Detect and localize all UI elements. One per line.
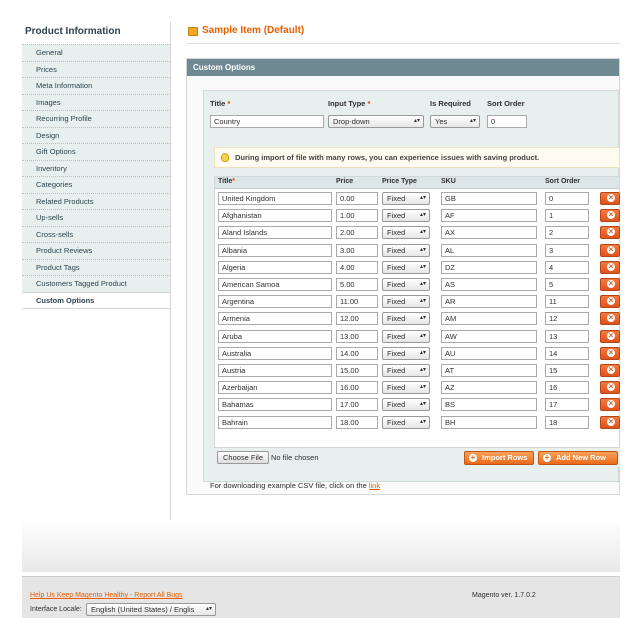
row-title-input[interactable]: Bahrain [218,416,332,429]
row-title-input[interactable]: Armenia [218,312,332,325]
delete-row-button[interactable] [600,364,620,377]
report-bugs-link[interactable]: Help Us Keep Magento Healthy - Report All Bugs [30,592,183,599]
option-title-label: Title * [210,99,231,108]
delete-row-button[interactable] [600,312,620,325]
row-price-input[interactable]: 0.00 [336,192,378,205]
row-price-input[interactable]: 3.00 [336,244,378,257]
column-sort-order: Sort Order [545,178,581,185]
section-header: Custom Options [187,59,619,76]
is-required-select[interactable] [430,115,480,128]
select-arrows-icon: ▴▾ [419,384,426,391]
row-sku-input[interactable]: AF [441,209,537,222]
page-title: Sample Item (Default) [202,25,305,36]
tab-customers-tagged-product[interactable]: Customers Tagged Product [22,275,170,292]
tab-images[interactable]: Images [22,94,170,111]
row-sku-input[interactable]: AZ [441,381,537,394]
row-sku-input[interactable]: AW [441,330,537,343]
notice-text: During import of file with many rows, you can experience issues with saving product. [235,153,540,162]
row-sku-input[interactable]: AS [441,278,537,291]
row-sku-input[interactable]: BH [441,416,537,429]
row-price-type-value: Fixed [387,297,406,307]
tab-list [22,44,170,308]
row-title-input[interactable]: United Kingdom [218,192,332,205]
tab-categories[interactable]: Categories [22,176,170,193]
grid-row [215,242,619,259]
select-arrows-icon: ▴▾ [419,298,426,305]
row-price-input[interactable]: 5.00 [336,278,378,291]
row-price-type-value: Fixed [387,400,406,410]
magento-version: Magento ver. 1.7.0.2 [472,592,536,599]
delete-row-button[interactable] [600,226,620,239]
delete-row-button[interactable] [600,347,620,360]
row-sku-input[interactable]: AR [441,295,537,308]
row-price-type-value: Fixed [387,417,406,427]
sidebar-title: Product Information [25,26,121,37]
grid-footer [214,448,620,467]
select-arrows-icon: ▴▾ [469,118,476,124]
row-price-type-value: Fixed [387,314,406,324]
row-price-type-select[interactable] [382,226,430,239]
row-sort-order-input[interactable]: 0 [545,192,589,205]
row-price-type-select[interactable] [382,330,430,343]
grid-row [215,259,619,276]
sidebar-fill [22,308,170,518]
csv-download-note [210,481,380,490]
tab-related-products[interactable]: Related Products [22,193,170,210]
row-price-type-select[interactable] [382,261,430,274]
delete-row-button[interactable] [600,261,620,274]
row-price-input[interactable]: 14.00 [336,347,378,360]
column-title: Title* [218,178,235,185]
add-new-row-label: Add New Row [556,453,606,462]
row-sku-input[interactable]: AT [441,364,537,377]
row-price-type-value: Fixed [387,262,406,272]
row-title-input[interactable]: Azerbaijan [218,381,332,394]
tab-meta-information[interactable]: Meta Information [22,77,170,94]
grid-row [215,362,619,379]
locale-label: Interface Locale: [30,606,82,613]
row-title-input[interactable]: Algeria [218,261,332,274]
tab-cross-sells[interactable]: Cross-sells [22,226,170,243]
custom-options-fieldset [186,58,620,495]
row-price-input[interactable]: 13.00 [336,330,378,343]
row-sort-order-input[interactable]: 15 [545,364,589,377]
row-price-type-value: Fixed [387,280,406,289]
row-price-type-select[interactable] [382,347,430,360]
option-sort-order-input[interactable]: 0 [487,115,527,128]
row-price-input[interactable]: 2.00 [336,226,378,239]
row-sort-order-input[interactable]: 12 [545,312,589,325]
row-price-type-value: Fixed [387,228,406,238]
row-price-type-value: Fixed [387,194,406,203]
sort-order-label: Sort Order [487,99,525,108]
select-arrows-icon: ▴▾ [419,281,426,287]
row-title-input[interactable]: Aruba [218,330,332,343]
select-arrows-icon: ▴▾ [419,367,426,373]
row-price-type-select[interactable] [382,416,430,429]
tab-custom-options[interactable]: Custom Options [22,292,170,309]
row-price-type-select[interactable] [382,398,430,411]
row-price-input[interactable]: 15.00 [336,364,378,377]
row-title-input[interactable]: Afghanistan [218,209,332,222]
row-title-input[interactable]: Austria [218,364,332,377]
row-sort-order-input[interactable]: 3 [545,244,589,257]
grid-row [215,224,619,241]
grid-row [215,328,619,345]
row-price-input[interactable]: 18.00 [336,416,378,429]
select-arrows-icon: ▴▾ [419,418,426,425]
plus-icon: + [470,453,476,462]
option-title-input[interactable]: Country [210,115,324,128]
select-arrows-icon: ▴▾ [419,315,426,322]
row-sku-input[interactable]: GB [441,192,537,205]
delete-row-button[interactable] [600,278,620,291]
add-new-row-button[interactable] [538,451,618,465]
plus-icon: + [544,453,550,462]
tab-prices[interactable]: Prices [22,61,170,78]
option-values-grid [214,176,620,448]
row-price-type-select[interactable] [382,192,430,205]
tab-inventory[interactable]: Inventory [22,160,170,177]
row-price-input[interactable]: 12.00 [336,312,378,325]
grid-row [215,345,619,362]
csv-download-link[interactable]: link [368,481,381,490]
select-arrows-icon: ▴▾ [419,263,426,270]
row-sku-input[interactable]: AX [441,226,537,239]
grid-row [215,207,619,224]
lightbulb-icon [221,153,229,162]
row-sort-order-input[interactable]: 13 [545,330,589,343]
grid-row [215,293,619,310]
tab-product-tags[interactable]: Product Tags [22,259,170,276]
csv-note-text: For downloading example CSV file, click on the [210,481,367,490]
delete-row-button[interactable] [600,244,620,257]
import-rows-button[interactable] [464,451,534,465]
row-price-type-value: Fixed [387,245,406,255]
row-sort-order-input[interactable]: 14 [545,347,589,360]
row-title-input[interactable]: Argentina [218,295,332,308]
row-price-type-value: Fixed [387,331,406,341]
row-sort-order-input[interactable]: 4 [545,261,589,274]
row-title-input[interactable]: Australia [218,347,332,360]
product-box-icon [188,27,198,36]
row-price-input[interactable]: 16.00 [336,381,378,394]
grid-header [215,177,619,189]
row-price-type-select[interactable] [382,244,430,257]
row-sku-input[interactable]: AU [441,347,537,360]
grid-row [215,396,619,413]
row-sort-order-input[interactable]: 11 [545,295,589,308]
row-price-type-select[interactable] [382,364,430,377]
locale-value: English (United States) / Englis [91,605,195,614]
row-price-type-select[interactable] [382,381,430,394]
tab-design[interactable]: Design [22,127,170,144]
choose-file-button[interactable]: Choose File [217,451,269,464]
page-bottom-band [22,522,620,572]
select-arrows-icon: ▴▾ [419,246,426,253]
delete-row-button[interactable] [600,381,620,394]
select-arrows-icon: ▴▾ [419,229,426,236]
delete-row-button[interactable] [600,192,620,205]
option-box [203,90,619,490]
select-arrows-icon: ▴▾ [419,401,426,408]
row-title-input[interactable]: Bahamas [218,398,332,411]
is-required-label: Is Required [430,99,471,108]
row-sort-order-input[interactable]: 17 [545,398,589,411]
input-type-value: Drop-down [333,117,370,126]
tab-product-reviews[interactable]: Product Reviews [22,242,170,259]
locale-select[interactable] [86,603,216,616]
row-price-input[interactable]: 17.00 [336,398,378,411]
input-type-label: Input Type * [328,99,371,108]
tab-up-sells[interactable]: Up-sells [22,209,170,226]
grid-row [215,310,619,327]
row-price-type-select[interactable] [382,209,430,222]
row-price-type-value: Fixed [387,348,406,358]
column-price: Price [336,178,354,185]
row-sku-input[interactable]: DZ [441,261,537,274]
product-tabs-sidebar [22,22,171,520]
row-sort-order-input[interactable]: 5 [545,278,589,291]
import-notice [214,147,620,168]
tab-general[interactable]: General [22,44,170,61]
delete-row-button[interactable] [600,416,620,429]
row-price-type-select[interactable] [382,295,430,308]
grid-row [215,414,619,431]
row-sku-input[interactable]: AM [441,312,537,325]
select-arrows-icon: ▴▾ [205,606,212,612]
select-arrows-icon: ▴▾ [419,332,426,339]
row-sku-input[interactable]: AL [441,244,537,257]
row-price-input[interactable]: 4.00 [336,261,378,274]
row-title-input[interactable]: American Samoa [218,278,332,291]
row-price-type-value: Fixed [387,383,406,393]
grid-row [215,190,619,207]
row-price-type-value: Fixed [387,211,406,221]
tab-gift-options[interactable]: Gift Options [22,143,170,160]
input-type-select[interactable] [328,115,424,128]
row-sort-order-input[interactable]: 16 [545,381,589,394]
select-arrows-icon: ▴▾ [419,212,426,219]
delete-row-button[interactable] [600,209,620,222]
row-sort-order-input[interactable]: 2 [545,226,589,239]
column-sku: SKU [441,178,456,185]
grid-row [215,276,619,293]
delete-row-button[interactable] [600,330,620,343]
row-title-input[interactable]: Aland Islands [218,226,332,239]
import-rows-label: Import Rows [482,453,528,462]
row-price-type-select[interactable] [382,278,430,291]
row-sku-input[interactable]: BS [441,398,537,411]
column-price-type: Price Type [382,178,417,185]
is-required-value: Yes [435,117,448,126]
row-price-type-select[interactable] [382,312,430,325]
page-footer [22,576,620,618]
row-sort-order-input[interactable]: 1 [545,209,589,222]
grid-row [215,379,619,396]
select-arrows-icon: ▴▾ [419,195,426,201]
delete-row-button[interactable] [600,295,620,308]
row-title-input[interactable]: Albania [218,244,332,257]
delete-row-button[interactable] [600,398,620,411]
row-sort-order-input[interactable]: 18 [545,416,589,429]
file-status: No file chosen [271,453,319,462]
row-price-type-value: Fixed [387,366,406,375]
select-arrows-icon: ▴▾ [419,349,426,356]
row-price-input[interactable]: 11.00 [336,295,378,308]
page-header [186,24,620,44]
row-price-input[interactable]: 1.00 [336,209,378,222]
tab-recurring-profile[interactable]: Recurring Profile [22,110,170,127]
select-arrows-icon: ▴▾ [413,118,420,124]
